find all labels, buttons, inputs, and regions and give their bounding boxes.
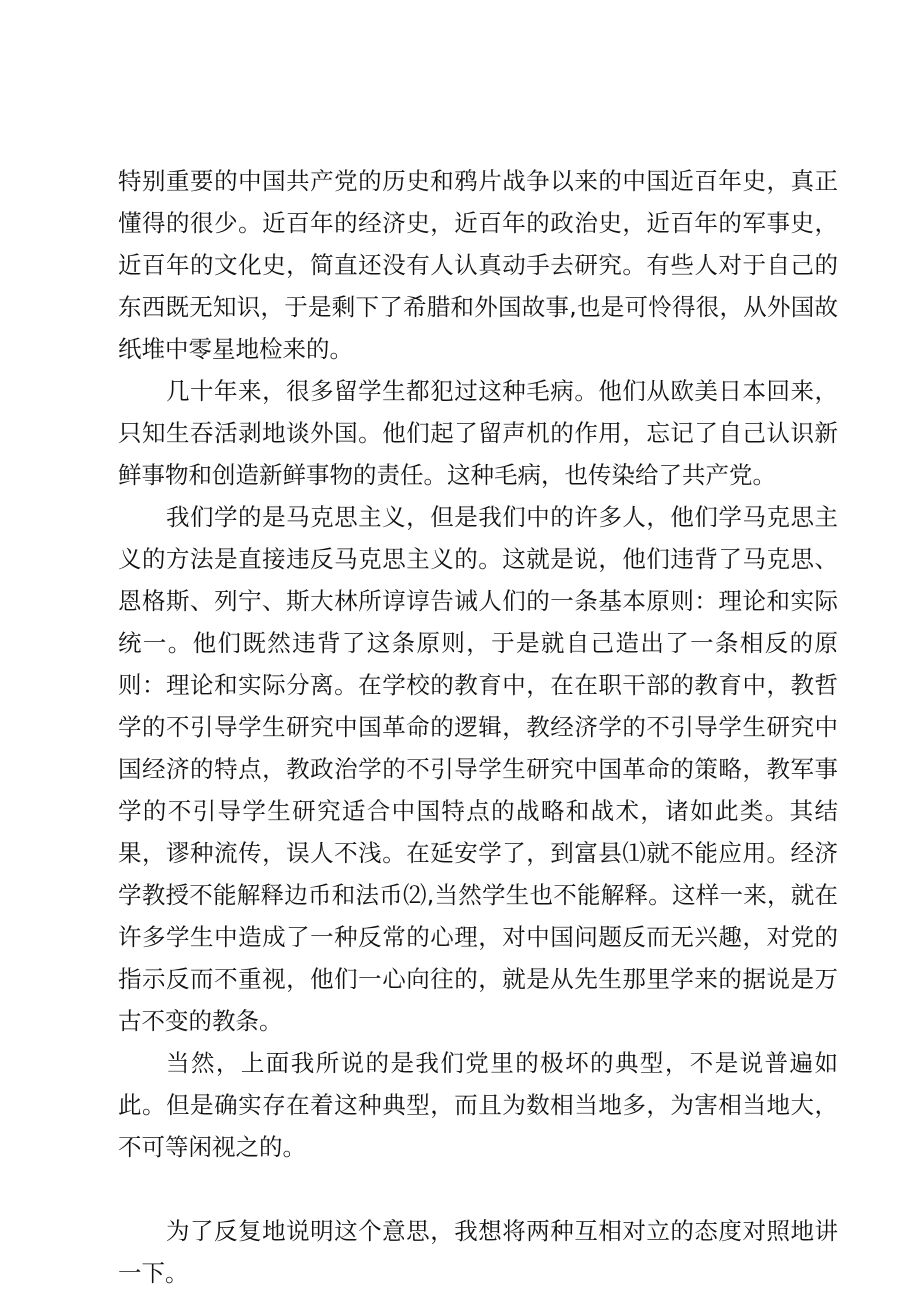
paragraph-contrast: 为了反复地说明这个意思，我想将两种互相对立的态度对照地讲一下。: [118, 1217, 838, 1287]
document-body: [118, 160, 838, 1294]
paragraph-students: 几十年来，很多留学生都犯过这种毛病。他们从欧美日本回来，只知生吞活剥地谈外国。他们起了留声机的作用，忘记了自己认识新鲜事物和创造新鲜事物的责任。这种毛病，也传染给了共产党。: [118, 377, 838, 489]
paragraph-history: 特别重要的中国共产党的历史和鸦片战争以来的中国近百年史，真正懂得的很少。近百年的经济史，近百年的政治史，近百年的军事史，近百年的文化史，简直还没有人认真动手去研究。有些人对于自己的东西既无知识，于是剩下了希腊和外国故事,也是可怜得很，从外国故纸堆中零星地检来的。: [118, 167, 838, 363]
paragraph-typical: 当然，上面我所说的是我们党里的极坏的典型，不是说普遍如此。但是确实存在着这种典型，而且为数相当地多，为害相当地大，不可等闲视之的。: [118, 1049, 838, 1161]
paragraph-marxism: 我们学的是马克思主义，但是我们中的许多人，他们学马克思主义的方法是直接违反马克思主义的。这就是说，他们违背了马克思、恩格斯、列宁、斯大林所谆谆告诫人们的一条基本原则：理论和实际统一。他们既然违背了这条原则，于是就自己造出了一条相反的原则：理论和实际分离。在学校的教育中，在在职干部的教育中，教哲学的不引导学生研究中国革命的逻辑，教经济学的不引导学生研究中国经济的特点，教政治学的不引导学生研究中国革命的策略，教军事学的不引导学生研究适合中国特点的战略和战术，诸如此类。其结果，谬种流传，误人不浅。在延安学了，到富县⑴就不能应用。经济学教授不能解释边币和法币⑵,当然学生也不能解释。这样一来，就在许多学生中造成了一种反常的心理，对中国问题反而无兴趣，对党的指示反而不重视，他们一心向往的，就是从先生那里学来的据说是万古不变的教条。: [118, 503, 838, 1035]
